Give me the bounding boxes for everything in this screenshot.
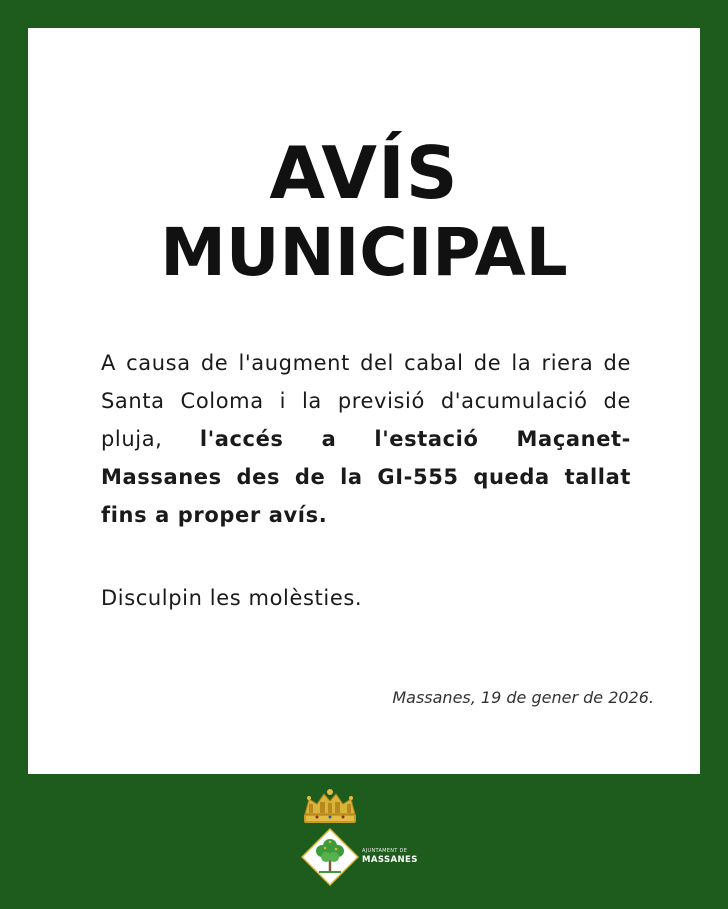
crown-icon [299, 788, 361, 826]
notice-card [28, 28, 700, 774]
notice-apology: Disculpin les molèsties. [101, 586, 363, 610]
municipality-logo-text [362, 849, 418, 865]
notice-body [101, 344, 631, 534]
logo-line2: MASSANES [362, 855, 418, 865]
notice-title-line2: MUNICIPAL [160, 214, 568, 291]
logo-line1: AJUNTAMENT DE [362, 848, 408, 854]
notice-body-normal: A causa de l'augment del cabal de la riera de Santa Coloma i la previsió d'acumulació de pluja, [101, 351, 631, 451]
notice-title-line1: AVÍS [269, 131, 459, 215]
tree-emblem-icon [301, 828, 359, 886]
notice-signature: Massanes, 19 de gener de 2026. [392, 688, 654, 707]
notice-body-bold: l'accés a l'estació Maçanet-Massanes des de la GI-555 queda tallat fins a proper avís. [101, 427, 631, 527]
